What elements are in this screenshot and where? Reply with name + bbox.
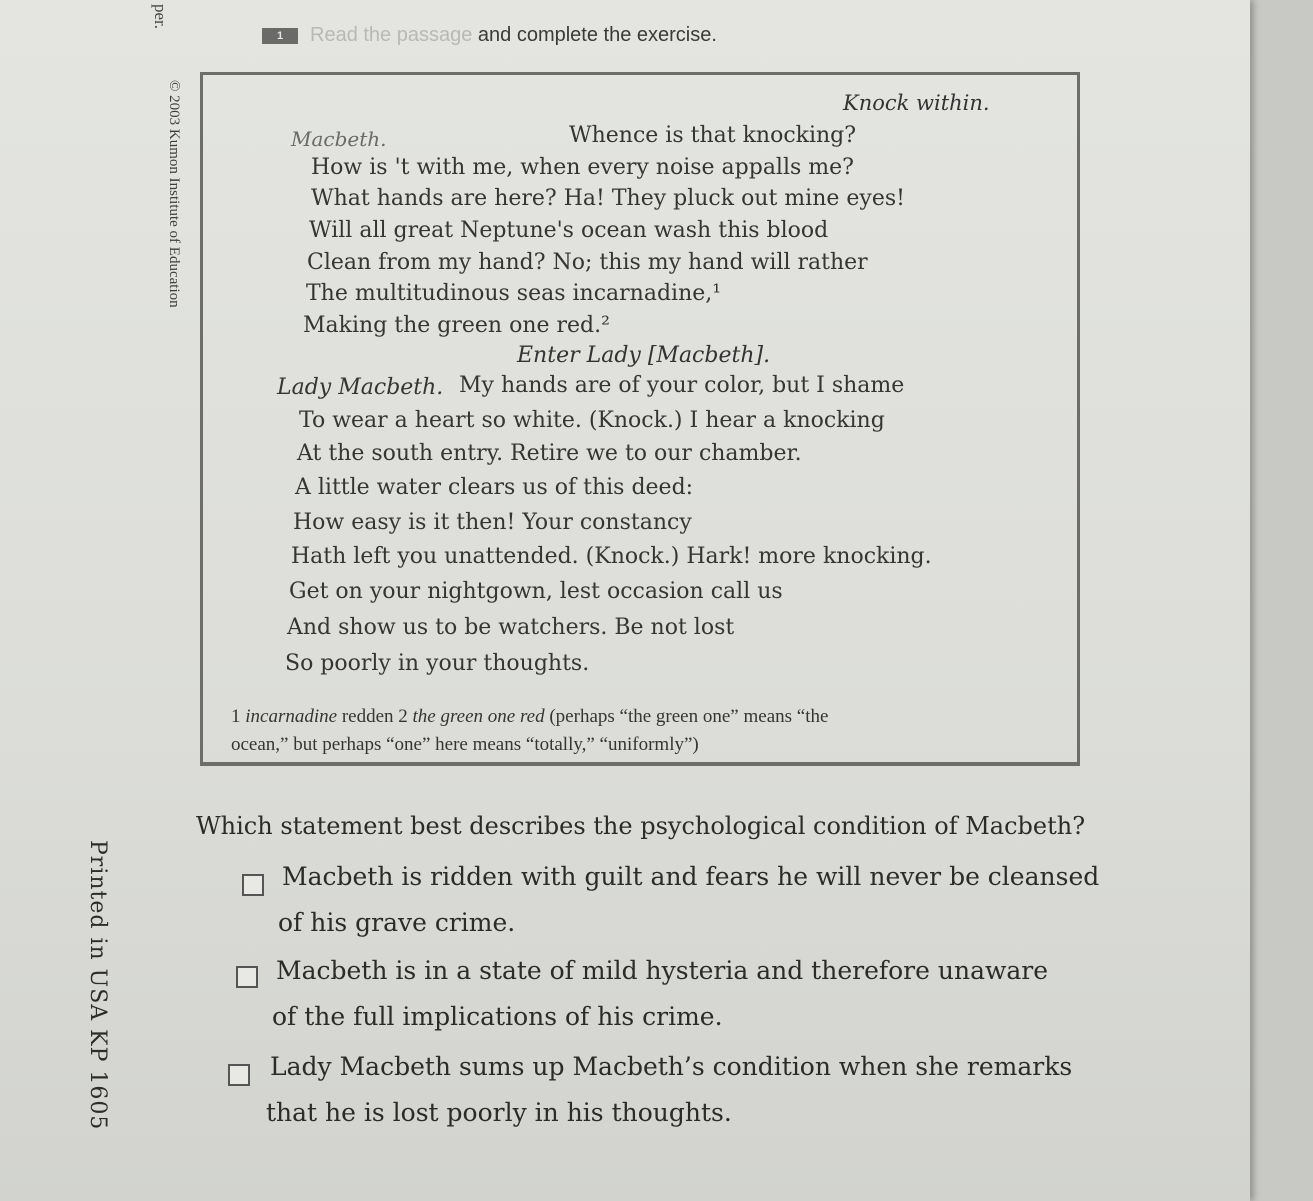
passage-line: To wear a heart so white. (Knock.) I hear a knocking: [299, 408, 885, 433]
passage-line: How is 't with me, when every noise appalls me?: [311, 155, 854, 180]
footnote-definition: (perhaps “the green one” means “the: [544, 706, 829, 727]
passage-line: Clean from my hand? No; this my hand will rather: [307, 250, 868, 275]
answer-option-2-line2: of the full implications of his crime.: [272, 1002, 723, 1031]
margin-fragment-text: per.: [151, 4, 170, 30]
speaker-macbeth: Macbeth.: [291, 127, 387, 151]
footnote-term: the green one red: [412, 706, 545, 727]
passage-line: A little water clears us of this deed:: [295, 475, 694, 500]
passage-line: The multitudinous seas incarnadine,¹: [306, 281, 722, 306]
copyright-notice: © 2003 Kumon Institute of Education: [166, 80, 182, 308]
passage-line: Hath left you unattended. (Knock.) Hark! more knocking.: [291, 544, 932, 569]
footnote-number: 1: [231, 706, 246, 727]
footnote-definition: redden 2: [337, 706, 413, 727]
instruction-faded-text: Read the passage: [310, 24, 473, 46]
passage-line: And show us to be watchers. Be not lost: [287, 615, 735, 640]
passage-line: Whence is that knocking?: [569, 123, 857, 148]
passage-line: Making the green one red.²: [303, 313, 610, 338]
answer-option-1-line1: Macbeth is ridden with guilt and fears he will never be cleansed: [282, 862, 1100, 891]
passage-line: At the south entry. Retire we to our chamber.: [297, 441, 802, 466]
instruction-main-text: and complete the exercise.: [472, 24, 717, 46]
passage-line: Will all great Neptune's ocean wash this blood: [309, 218, 829, 243]
footnote-term: incarnadine: [245, 706, 338, 727]
answer-checkbox-3[interactable]: [228, 1064, 250, 1086]
answer-option-2-line1: Macbeth is in a state of mild hysteria and therefore unaware: [276, 956, 1049, 985]
printed-in-notice: Printed in USA KP 1605: [85, 840, 110, 1131]
passage-box: [200, 72, 1080, 766]
answer-option-1-line2: of his grave crime.: [278, 908, 516, 937]
stage-direction-enter: Enter Lady [Macbeth].: [517, 343, 771, 368]
step-number-badge: 1: [262, 28, 298, 44]
answer-option-3-line2: that he is lost poorly in his thoughts.: [266, 1098, 732, 1127]
passage-line: My hands are of your color, but I shame: [459, 373, 905, 398]
passage-line: So poorly in your thoughts.: [285, 651, 590, 676]
answer-checkbox-2[interactable]: [236, 966, 258, 988]
passage-line: What hands are here? Ha! They pluck out mine eyes!: [311, 186, 905, 211]
exercise-instruction: [262, 24, 717, 47]
passage-line: Get on your nightgown, lest occasion call us: [289, 579, 783, 604]
footnote-line: ocean,” but perhaps “one” here means “totally,” “uniformly”): [231, 734, 699, 755]
speaker-lady-macbeth: Lady Macbeth.: [277, 375, 444, 400]
instruction-text: [310, 24, 717, 47]
question-text: Which statement best describes the psychological condition of Macbeth?: [196, 812, 1086, 840]
answer-checkbox-1[interactable]: [242, 874, 264, 896]
stage-direction-knock: Knock within.: [843, 91, 990, 115]
passage-line: How easy is it then! Your constancy: [293, 510, 692, 535]
answer-option-3-line1: Lady Macbeth sums up Macbeth’s condition when she remarks: [270, 1052, 1073, 1081]
footnotes: [231, 703, 1071, 759]
footnote-line: [231, 703, 1071, 731]
